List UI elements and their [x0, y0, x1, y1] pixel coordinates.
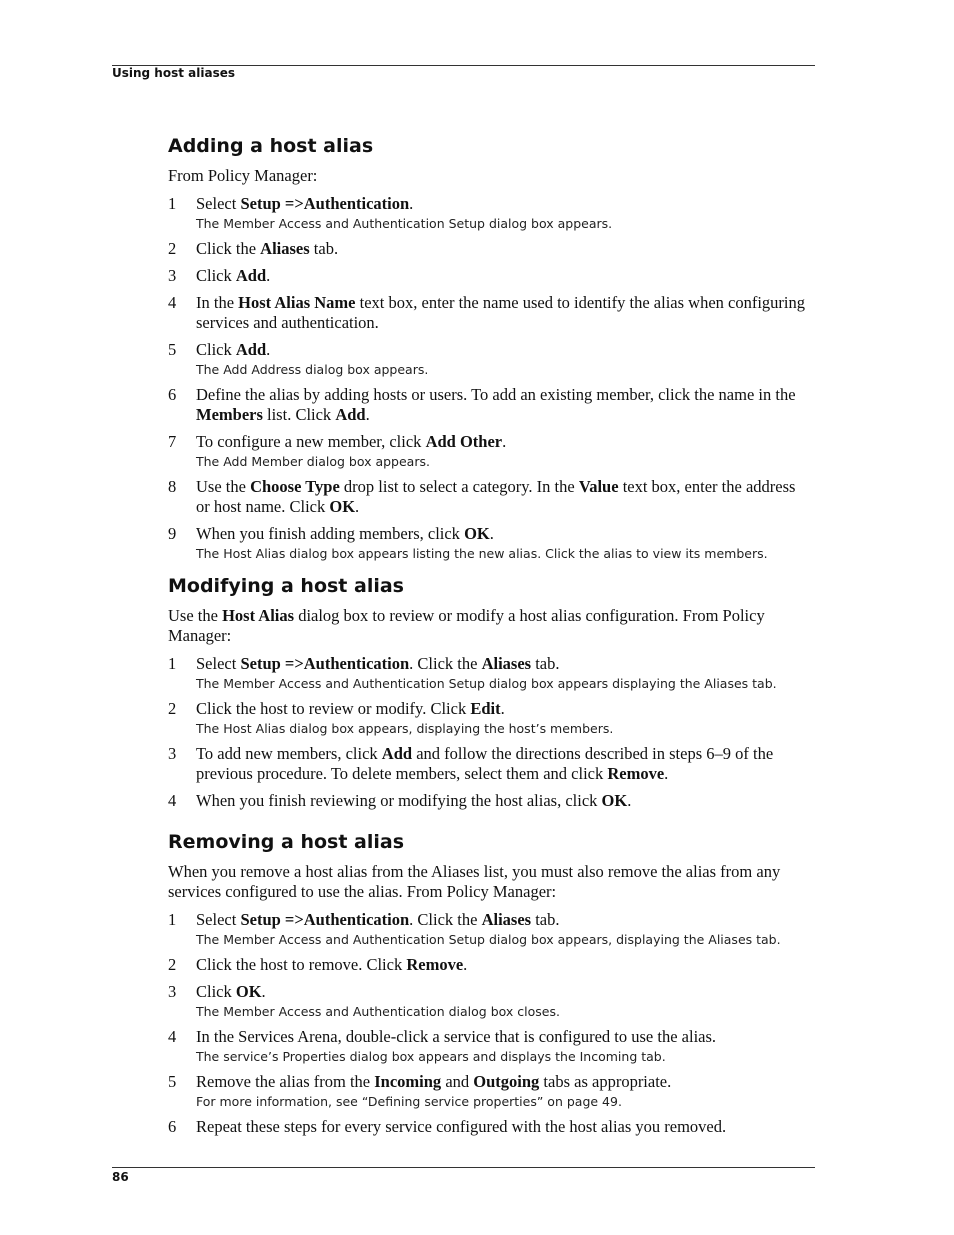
- ui-term: Value: [578, 477, 619, 496]
- ui-term: OK: [464, 524, 490, 543]
- ui-term: Host Alias Name: [238, 293, 356, 312]
- procedure-step: [168, 239, 813, 259]
- step-number: 9: [168, 524, 177, 543]
- step-result-note: The Member Access and Authentication Setup dialog box appears.: [196, 216, 613, 231]
- step-number: 2: [168, 699, 177, 718]
- text-run: Define the alias by adding hosts or users. To add an existing member, click the name in the: [196, 385, 796, 404]
- procedure-step: [168, 791, 813, 811]
- ui-term: OK: [601, 791, 628, 810]
- ui-term: Add: [235, 340, 267, 359]
- text-run: tab.: [531, 910, 560, 929]
- procedure-step: [168, 982, 813, 1020]
- text-run: tabs as appropriate.: [539, 1072, 672, 1091]
- step-text: [196, 910, 813, 930]
- procedure-step: [168, 194, 813, 232]
- text-run: Use the: [196, 477, 251, 496]
- step-number: 4: [168, 791, 177, 810]
- step-text: [196, 524, 813, 544]
- ui-term: Setup =>Authentication: [240, 194, 410, 213]
- step-number: 6: [168, 385, 177, 404]
- ui-term: Add: [381, 744, 413, 763]
- ui-term: Aliases: [260, 239, 310, 258]
- section-heading: Adding a host alias: [168, 135, 374, 157]
- procedure-step: [168, 1027, 813, 1065]
- text-run: Click the host to review or modify. Click: [196, 699, 471, 718]
- step-text: [196, 982, 813, 1002]
- step-text: [196, 239, 813, 259]
- section-intro: When you remove a host alias from the Aliases list, you must also remove the alias from any services configured to use the alias. From Policy Manager:: [168, 862, 781, 901]
- step-result-note: The Host Alias dialog box appears, displaying the host’s members.: [196, 721, 614, 736]
- step-number: 4: [168, 1027, 177, 1046]
- text-run: text box, enter the name used to identify the alias when configuring services and authentication.: [196, 293, 805, 332]
- text-run: To add new members, click: [196, 744, 382, 763]
- procedure-step: [168, 654, 813, 692]
- step-number: 6: [168, 1117, 177, 1136]
- step-number: 5: [168, 340, 177, 359]
- text-run: Remove the alias from the: [196, 1072, 375, 1091]
- step-number: 7: [168, 432, 177, 451]
- step-number: 1: [168, 194, 177, 213]
- procedure-step: [168, 340, 813, 378]
- ui-term: Remove: [607, 764, 665, 783]
- step-text: [196, 432, 813, 452]
- step-text: [196, 699, 813, 719]
- ui-term: Setup =>Authentication: [240, 910, 410, 929]
- text-run: .: [266, 266, 271, 285]
- ui-term: Aliases: [481, 910, 532, 929]
- step-text: [196, 340, 813, 360]
- step-text: [196, 266, 813, 286]
- page-number: 86: [112, 1170, 129, 1184]
- section-removing-host-alias: [168, 829, 813, 1144]
- text-run: When you finish adding members, click: [196, 524, 465, 543]
- section-modifying-host-alias: [168, 573, 813, 818]
- ui-term: Add: [335, 405, 366, 424]
- step-result-note: The Host Alias dialog box appears listing the new alias. Click the alias to view its members.: [196, 546, 768, 561]
- section-heading: Modifying a host alias: [168, 575, 404, 597]
- procedure-step: [168, 293, 813, 333]
- procedure-step: [168, 955, 813, 975]
- step-number: 3: [168, 266, 177, 285]
- text-run: Repeat these steps for every service configured with the host alias you removed.: [196, 1117, 727, 1136]
- procedure-step: [168, 744, 813, 784]
- ui-term: OK: [235, 982, 262, 1001]
- step-text: [196, 744, 813, 784]
- ui-term: Remove: [406, 955, 464, 974]
- text-run: .: [500, 699, 505, 718]
- step-text: [196, 293, 813, 333]
- text-run: .: [489, 524, 494, 543]
- step-result-note: For more information, see “Defining service properties” on page 49.: [196, 1094, 622, 1109]
- text-run: .: [409, 194, 414, 213]
- text-run: and: [441, 1072, 474, 1091]
- footer-rule: [112, 1167, 815, 1168]
- text-run: Select: [196, 910, 241, 929]
- step-result-note: The Member Access and Authentication Setup dialog box appears, displaying the Aliases tab.: [196, 932, 781, 947]
- text-run: Select: [196, 194, 241, 213]
- step-number: 1: [168, 654, 177, 673]
- ui-term: Members: [196, 405, 263, 424]
- text-run: .: [355, 497, 360, 516]
- step-result-note: The Member Access and Authentication dialog box closes.: [196, 1004, 560, 1019]
- procedure-step: [168, 699, 813, 737]
- text-run: In the: [196, 293, 239, 312]
- text-run: Click: [196, 266, 236, 285]
- procedure-step: [168, 432, 813, 470]
- procedure-step: [168, 910, 813, 948]
- section-intro: [168, 606, 813, 646]
- text-run: To configure a new member, click: [196, 432, 426, 451]
- text-run: .: [261, 982, 266, 1001]
- step-result-note: The Add Address dialog box appears.: [196, 362, 429, 377]
- ui-term: Add Other: [425, 432, 503, 451]
- text-run: .: [266, 340, 271, 359]
- step-text: [196, 955, 813, 975]
- step-text: [196, 654, 813, 674]
- procedure-step: [168, 1117, 813, 1137]
- text-run: drop list to select a category. In the: [339, 477, 579, 496]
- text-run: .: [365, 405, 370, 424]
- section-heading: Removing a host alias: [168, 831, 405, 853]
- text-run: In the Services Arena, double-click a service that is configured to use the alias.: [196, 1027, 717, 1046]
- text-run: .: [664, 764, 669, 783]
- ui-term: Aliases: [481, 654, 532, 673]
- text-run: and follow the directions described in steps 6–9 of the previous procedure. To delete members, select them and click: [196, 744, 774, 783]
- text-run: dialog box to review or modify a host alias configuration. From Policy Manager:: [168, 606, 765, 645]
- step-number: 2: [168, 955, 177, 974]
- text-run: .: [627, 791, 632, 810]
- text-run: When you finish reviewing or modifying the host alias, click: [196, 791, 602, 810]
- text-run: tab.: [309, 239, 339, 258]
- procedure-step: [168, 266, 813, 286]
- procedure-step: [168, 385, 813, 425]
- step-result-note: The Member Access and Authentication Setup dialog box appears displaying the Aliases tab.: [196, 676, 777, 691]
- text-run: Use the: [168, 606, 223, 625]
- step-number: 3: [168, 982, 177, 1001]
- text-run: Click: [196, 340, 236, 359]
- section-intro: From Policy Manager:: [168, 166, 318, 185]
- text-run: .: [463, 955, 468, 974]
- ui-term: Host Alias: [222, 606, 295, 625]
- step-number: 2: [168, 239, 177, 258]
- ui-term: Add: [235, 266, 267, 285]
- text-run: list. Click: [262, 405, 336, 424]
- step-number: 3: [168, 744, 177, 763]
- step-text: [196, 1027, 813, 1047]
- text-run: Click: [196, 982, 236, 1001]
- step-number: 8: [168, 477, 177, 496]
- text-run: tab.: [531, 654, 560, 673]
- ui-term: Setup =>Authentication: [240, 654, 410, 673]
- text-run: Click the: [196, 239, 261, 258]
- procedure-step: [168, 524, 813, 562]
- text-run: .: [502, 432, 507, 451]
- text-run: Select: [196, 654, 241, 673]
- step-text: [196, 477, 813, 517]
- step-text: [196, 194, 813, 214]
- text-run: . Click the: [409, 910, 482, 929]
- running-header: Using host aliases: [112, 66, 235, 80]
- procedure-step: [168, 477, 813, 517]
- step-number: 1: [168, 910, 177, 929]
- step-text: [196, 791, 813, 811]
- text-run: text box, enter the address or host name. Click: [196, 477, 796, 516]
- step-text: [196, 1117, 813, 1137]
- ui-term: Incoming: [374, 1072, 442, 1091]
- ui-term: Choose Type: [250, 477, 340, 496]
- ui-term: Edit: [470, 699, 501, 718]
- step-number: 4: [168, 293, 177, 312]
- step-result-note: The Add Member dialog box appears.: [196, 454, 430, 469]
- step-text: [196, 385, 813, 425]
- procedure-step: [168, 1072, 813, 1110]
- step-text: [196, 1072, 813, 1092]
- ui-term: Outgoing: [473, 1072, 540, 1091]
- step-number: 5: [168, 1072, 177, 1091]
- text-run: . Click the: [409, 654, 482, 673]
- section-adding-host-alias: [168, 133, 813, 569]
- step-result-note: The service’s Properties dialog box appears and displays the Incoming tab.: [196, 1049, 666, 1064]
- ui-term: OK: [329, 497, 356, 516]
- text-run: Click the host to remove. Click: [196, 955, 407, 974]
